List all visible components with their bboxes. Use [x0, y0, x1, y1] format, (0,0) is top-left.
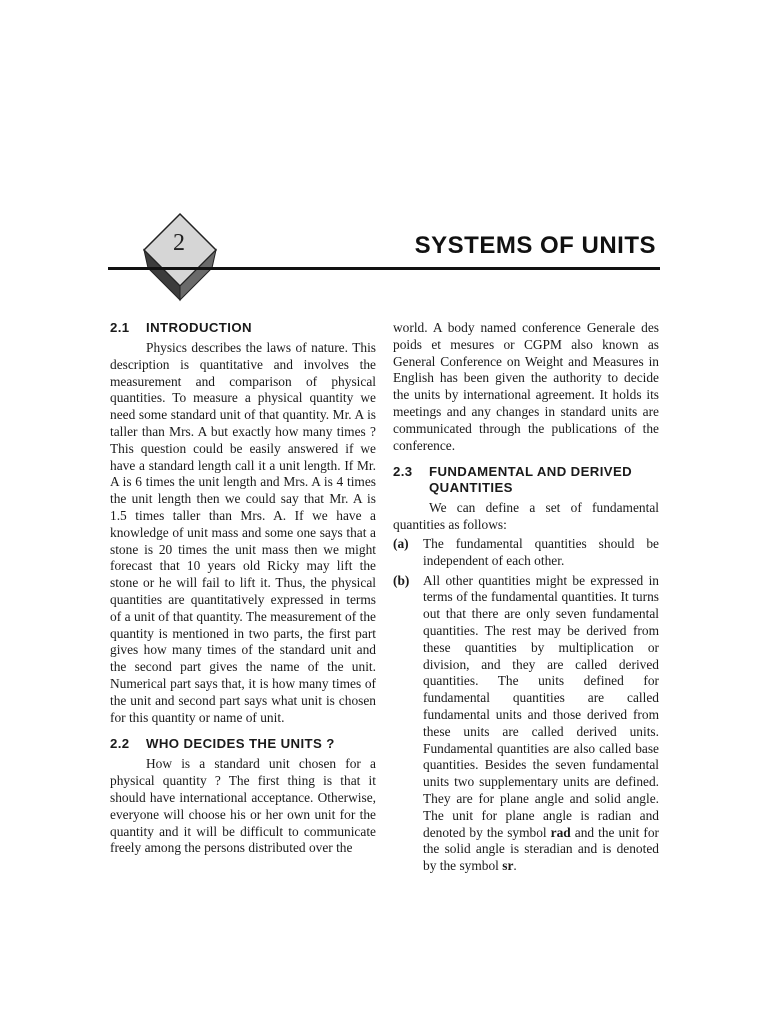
chapter-number: 2	[173, 230, 185, 256]
list-item-text-part: All other quantities might be expressed in terms of the fundamental quantities. It turns out that there are only seven fundamental quantities. The rest may be derived from these quantities by multiplication or division, and they are called derived quantities. The units defined for fundamental quantities are called fundamental units and those derived from these units are called derived units. Fundamental quantities are also called base quantities. Besides the seven fundamental units two supplementary units are defined. They are for plane angle and solid angle. The unit for plane angle is radian and denoted by the symbol	[423, 572, 659, 840]
left-column	[110, 320, 376, 857]
symbol-rad: rad	[550, 824, 571, 840]
list-item-text-part: and the unit for the solid angle is steradian and is denoted by the symbol	[423, 824, 659, 874]
symbol-sr: sr	[502, 858, 514, 874]
list-marker: (a)	[393, 535, 409, 551]
section-heading-who-decides	[110, 736, 376, 752]
chapter-divider	[108, 267, 660, 270]
section-title: WHO DECIDES THE UNITS ?	[146, 736, 335, 752]
section-number: 2.3	[393, 464, 413, 480]
list-item	[393, 573, 659, 875]
list-item-text	[423, 573, 659, 875]
chapter-title: SYSTEMS OF UNITS	[414, 232, 656, 259]
section-heading-introduction	[110, 320, 376, 336]
fundamental-intro-paragraph: We can define a set of fundamental quantities as follows:	[393, 500, 659, 533]
introduction-paragraph: Physics describes the laws of nature. This description is quantitative and involves the measurement and comparison of physical quantities. To measure a physical quantity we need some standard unit of that quantity. Mr. A is taller than Mrs. A but exactly how many times ? This question could be easily answered if we have a standard length call it a unit length. If Mr. A is 6 times the unit length and Mrs. A is 4 times the unit length then we could say that Mr. A is 1.5 times taller than Mrs. A. If we have a knowledge of unit mass and some one says that a stone is 20 times the unit mass then we might forecast that 10 years old Ricky may lift the stone or he will fail to lift it. Thus, the physical quantities are quantitatively expressed in terms of a unit of that quantity. The measurement of the quantity is mentioned in two parts, the first part gives how many times of the standard unit and the second part gives the name of the unit. Numerical part says that, it is how many times of the unit and second part says what unit is chosen for this quantity or name of unit.	[110, 340, 376, 725]
right-column	[393, 320, 659, 878]
list-item	[393, 536, 659, 570]
who-decides-paragraph-continued: world. A body named conference Generale des poids et mesures or CGPM also known as General Conference on Weight and Measures in English has been given the authority to decide the units by international agreement. It holds its meetings and any changes in standard units are communicated through the publications of the conference.	[393, 320, 659, 453]
section-number: 2.2	[110, 736, 130, 752]
section-title: FUNDAMENTAL AND DERIVED QUANTITIES	[429, 464, 633, 496]
list-item-text: The fundamental quantities should be independent of each other.	[423, 535, 659, 568]
section-number: 2.1	[110, 320, 130, 335]
section-heading-fundamental	[393, 464, 659, 496]
list-item-text-end: .	[513, 858, 517, 874]
list-marker: (b)	[393, 572, 410, 588]
who-decides-paragraph: How is a standard unit chosen for a physical quantity ? The first thing is that it should have international acceptance. Otherwise, everyone will choose his or her own unit for the quantity and it will be difficult to communicate freely among the persons distributed over the	[110, 756, 376, 856]
chapter-cube-icon	[140, 212, 220, 302]
section-title: INTRODUCTION	[146, 320, 252, 335]
